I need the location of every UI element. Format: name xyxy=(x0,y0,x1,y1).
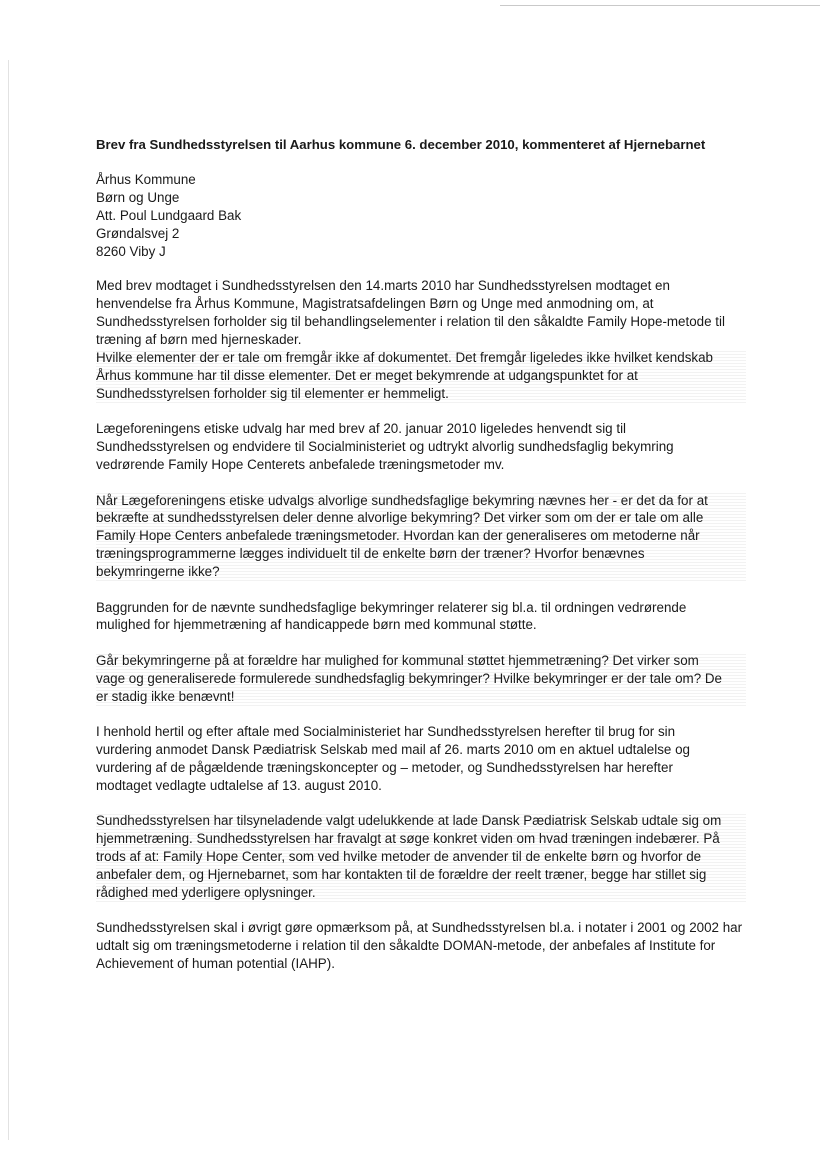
comment-line: anbefaler dem, og Hjernebarnet, som har kontakten til de forældre der reelt træner, begge har stillet sig xyxy=(96,866,746,884)
comment-line: vage og generaliserede formulerede sundhedsfaglig bekymringer? Hvilke bekymringer er der tale om? De xyxy=(96,670,746,688)
address-line: Grøndalsvej 2 xyxy=(96,225,180,241)
page-edge-top xyxy=(500,5,820,6)
paragraph-3-comment xyxy=(96,492,746,582)
address-line: Att. Poul Lundgaard Bak xyxy=(96,207,242,223)
text-line: I henhold hertil og efter aftale med Socialministeriet har Sundhedsstyrelsen herefter til brug for sin xyxy=(96,724,676,740)
comment-line: Når Lægeforeningens etiske udvalgs alvorlige sundhedsfaglige bekymring nævnes her - er det da for at xyxy=(96,492,746,510)
text-line: Med brev modtaget i Sundhedsstyrelsen den 14.marts 2010 har Sundhedsstyrelsen modtaget en xyxy=(96,278,670,294)
text-line: vedrørende Family Hope Centerets anbefalede træningsmetoder mv. xyxy=(96,457,505,473)
address-line: 8260 Viby J xyxy=(96,243,166,259)
comment-line: rådighed med yderligere oplysninger. xyxy=(96,884,746,902)
text-line: henvendelse fra Århus Kommune, Magistratsafdelingen Børn og Unge med anmodning om, at xyxy=(96,296,654,312)
text-line: Sundhedsstyrelsen skal i øvrigt gøre opmærksom på, at Sundhedsstyrelsen bl.a. i notater i 2001 og 2002 har xyxy=(96,920,743,936)
text-line: mulighed for hjemmetræning af handicappede børn med kommunal støtte. xyxy=(96,617,537,633)
comment-line: træningsprogrammerne lægges individuelt til de enkelte børn der træner? Hvorfor benævnes xyxy=(96,545,746,563)
paragraph-1 xyxy=(96,277,746,402)
paragraph-2 xyxy=(96,420,746,474)
text-line: Sundhedsstyrelsen forholder sig til behandlingselementer i relation til den såkaldte Family Hope-metode til xyxy=(96,314,725,330)
comment-line: hjemmetræning. Sundhedsstyrelsen har fravalgt at søge konkret viden om hvad træningen indebærer. På xyxy=(96,830,746,848)
text-line: Sundhedsstyrelsen og endvidere til Socialministeriet og udtrykt alvorlig sundhedsfaglig bekymring xyxy=(96,439,674,455)
paragraph-7-comment xyxy=(96,812,746,902)
paragraph-4 xyxy=(96,599,746,635)
text-line: træning af børn med hjerneskader. xyxy=(96,332,302,348)
text-line: udtalt sig om træningsmetoderne i relation til den såkaldte DOMAN-metode, der anbefales af Institute for xyxy=(96,938,716,954)
comment-line: Family Hope Centers anbefalede træningsmetoder. Hvordan kan der generaliseres om metoderne når xyxy=(96,527,746,545)
address-line: Århus Kommune xyxy=(96,171,196,187)
letter-title: Brev fra Sundhedsstyrelsen til Aarhus kommune 6. december 2010, kommenteret af Hjernebarnet xyxy=(96,137,706,152)
text-line: vurdering anmodet Dansk Pædiatrisk Selskab med mail af 26. marts 2010 om en aktuel udtalelse og xyxy=(96,741,690,757)
text-line: modtaget vedlagte udtalelse af 13. august 2010. xyxy=(96,777,382,793)
comment-line: Går bekymringerne på at forældre har mulighed for kommunal støttet hjemmetræning? Det virker som xyxy=(96,652,746,670)
paragraph-5-comment xyxy=(96,652,746,706)
letter-body xyxy=(96,136,746,990)
comment-line: bekymringerne ikke? xyxy=(96,563,746,581)
paragraph-8 xyxy=(96,919,746,973)
comment-line: er stadig ikke benævnt! xyxy=(96,688,746,706)
comment-line: bekræfte at sundhedsstyrelsen deler denne alvorlige bekymring? Det virker som om der er tale om alle xyxy=(96,509,746,527)
text-line: Lægeforeningens etiske udvalg har med brev af 20. januar 2010 ligeledes henvendt sig til xyxy=(96,421,627,437)
text-line: Achievement of human potential (IAHP). xyxy=(96,956,335,972)
text-line: vurdering af de pågældende træningskoncepter og – metoder, og Sundhedsstyrelsen har herefter xyxy=(96,759,673,775)
paragraph-6 xyxy=(96,723,746,795)
text-line: Baggrunden for de nævnte sundhedsfaglige bekymringer relaterer sig bl.a. til ordningen vedrørende xyxy=(96,599,687,615)
page-edge-left xyxy=(8,60,9,1140)
comment-line: Sundhedsstyrelsen forholder sig til elementer er hemmeligt. xyxy=(96,385,746,403)
address-line: Børn og Unge xyxy=(96,189,180,205)
comment-line: Hvilke elementer der er tale om fremgår ikke af dokumentet. Det fremgår ligeledes ikke hvilket kendskab xyxy=(96,349,746,367)
comment-line: Sundhedsstyrelsen har tilsyneladende valgt udelukkende at lade Dansk Pædiatrisk Selskab udtale sig om xyxy=(96,812,746,830)
recipient-address xyxy=(96,171,746,261)
comment-line: trods af at: Family Hope Center, som ved hvilke metoder de anvender til de enkelte børn og hvorfor de xyxy=(96,848,746,866)
comment-line: Århus kommune har til disse elementer. Det er meget bekymrende at udgangspunktet for at xyxy=(96,367,746,385)
